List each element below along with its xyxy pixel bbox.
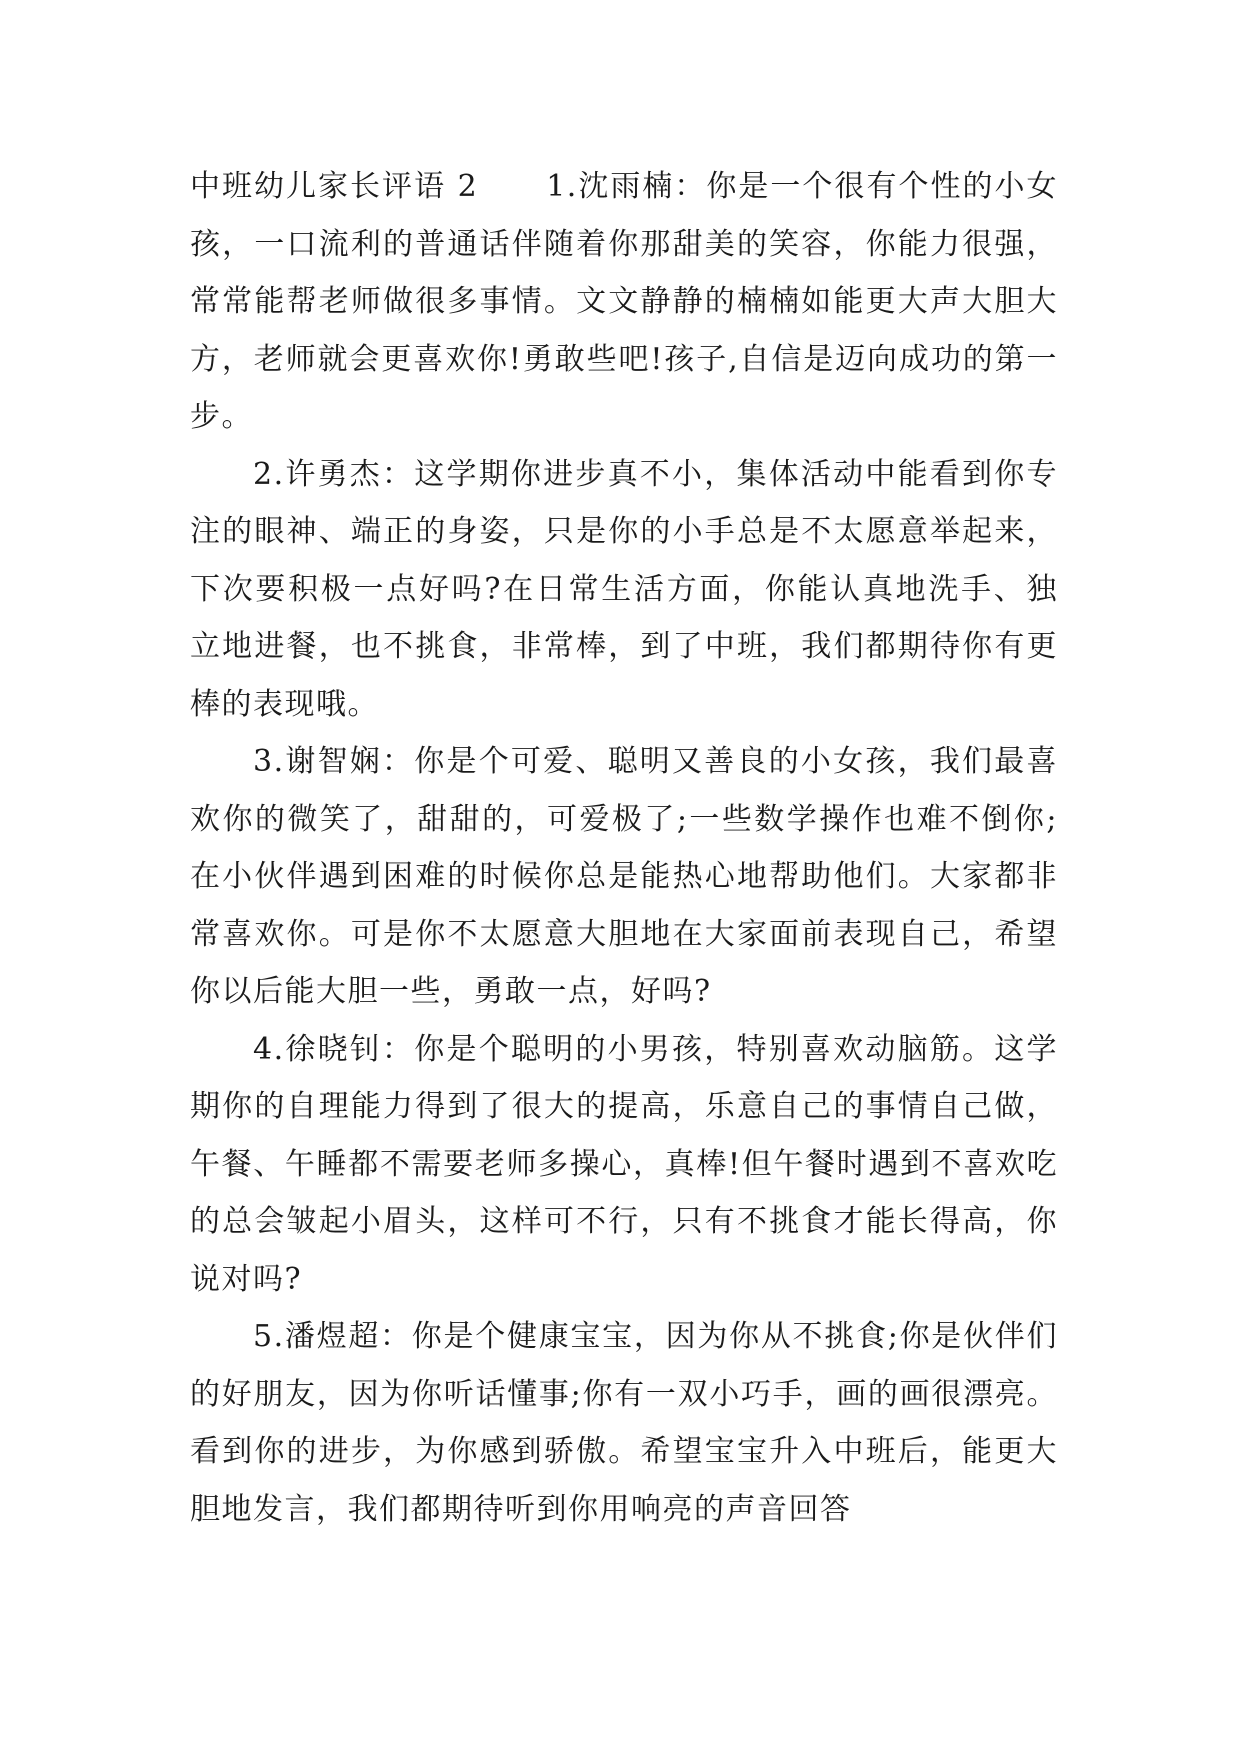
comment-paragraph-5: 5.潘煜超：你是个健康宝宝，因为你从不挑食;你是伙伴们的好朋友，因为你听话懂事;你有一双小巧手，画的画很漂亮。看到你的进步，为你感到骄傲。希望宝宝升入中班后，能更大胆地发言，我们都期待听到你用响亮的声音回答 — [190, 1319, 1058, 1527]
document-body — [190, 158, 1058, 1538]
first-paragraph — [190, 158, 1058, 446]
comment-paragraph-2: 2.许勇杰：这学期你进步真不小，集体活动中能看到你专注的眼神、端正的身姿，只是你的小手总是不太愿意举起来，下次要积极一点好吗?在日常生活方面，你能认真地洗手、独立地进餐，也不挑食，非常棒，到了中班，我们都期待你有更棒的表现哦。 — [190, 456, 1058, 722]
document-title: 中班幼儿家长评语 2 — [190, 169, 479, 204]
comment-paragraph-3: 3.谢智娴：你是个可爱、聪明又善良的小女孩，我们最喜欢你的微笑了，甜甜的，可爱极了;一些数学操作也难不倒你;在小伙伴遇到困难的时候你总是能热心地帮助他们。大家都非常喜欢你。可是你不太愿意大胆地在大家面前表现自己，希望你以后能大胆一些，勇敢一点，好吗? — [190, 744, 1058, 1009]
comment-paragraph-1: 1.沈雨楠：你是一个很有个性的小女孩，一口流利的普通话伴随着你那甜美的笑容，你能力很强，常常能帮老师做很多事情。文文静静的楠楠如能更大声大胆大方，老师就会更喜欢你!勇敢些吧!孩子,自信是迈向成功的第一步。 — [190, 169, 1058, 434]
comment-paragraph-4: 4.徐晓钊：你是个聪明的小男孩，特别喜欢动脑筋。这学期你的自理能力得到了很大的提高，乐意自己的事情自己做，午餐、午睡都不需要老师多操心，真棒!但午餐时遇到不喜欢吃的总会皱起小眉头，这样可不行，只有不挑食才能长得高，你说对吗? — [190, 1031, 1058, 1297]
